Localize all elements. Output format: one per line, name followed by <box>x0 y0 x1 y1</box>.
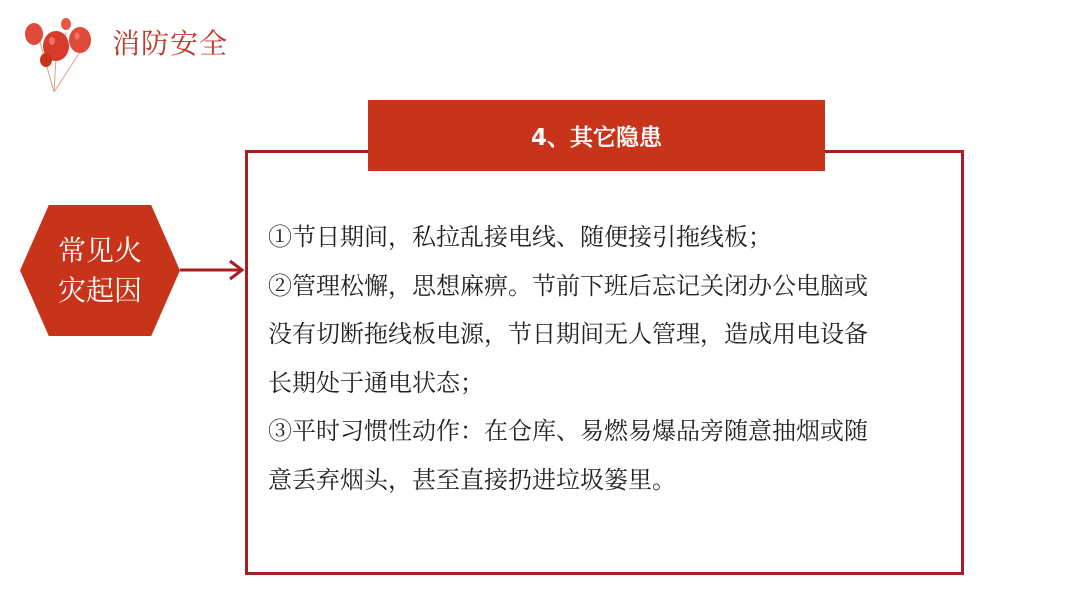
panel-line-5: ③平时习惯性动作：在仓库、易燃易爆品旁随意抽烟或随 <box>268 417 868 445</box>
badge-line-1: 常见火 <box>57 233 142 267</box>
balloons-icon <box>22 14 98 94</box>
arrow-right-icon <box>180 258 246 282</box>
cause-badge-text <box>20 205 180 336</box>
panel-line-6: 意丢弃烟头，甚至直接扔进垃圾篓里。 <box>268 465 676 494</box>
page-title: 消防安全 <box>112 27 229 60</box>
panel-line-1: ①节日期间，私拉乱接电线、随便接引拖线板； <box>268 223 772 251</box>
panel-title: 4、其它隐患 <box>368 100 825 171</box>
panel-line-3: 没有切断拖线板电源，节日期间无人管理，造成用电设备 <box>268 320 868 348</box>
badge-line-2: 灾起因 <box>57 273 142 307</box>
panel-line-4: 长期处于通电状态； <box>268 368 484 397</box>
panel-line-2: ②管理松懈，思想麻痹。节前下班后忘记关闭办公电脑或 <box>268 271 868 300</box>
panel-body <box>268 213 958 504</box>
